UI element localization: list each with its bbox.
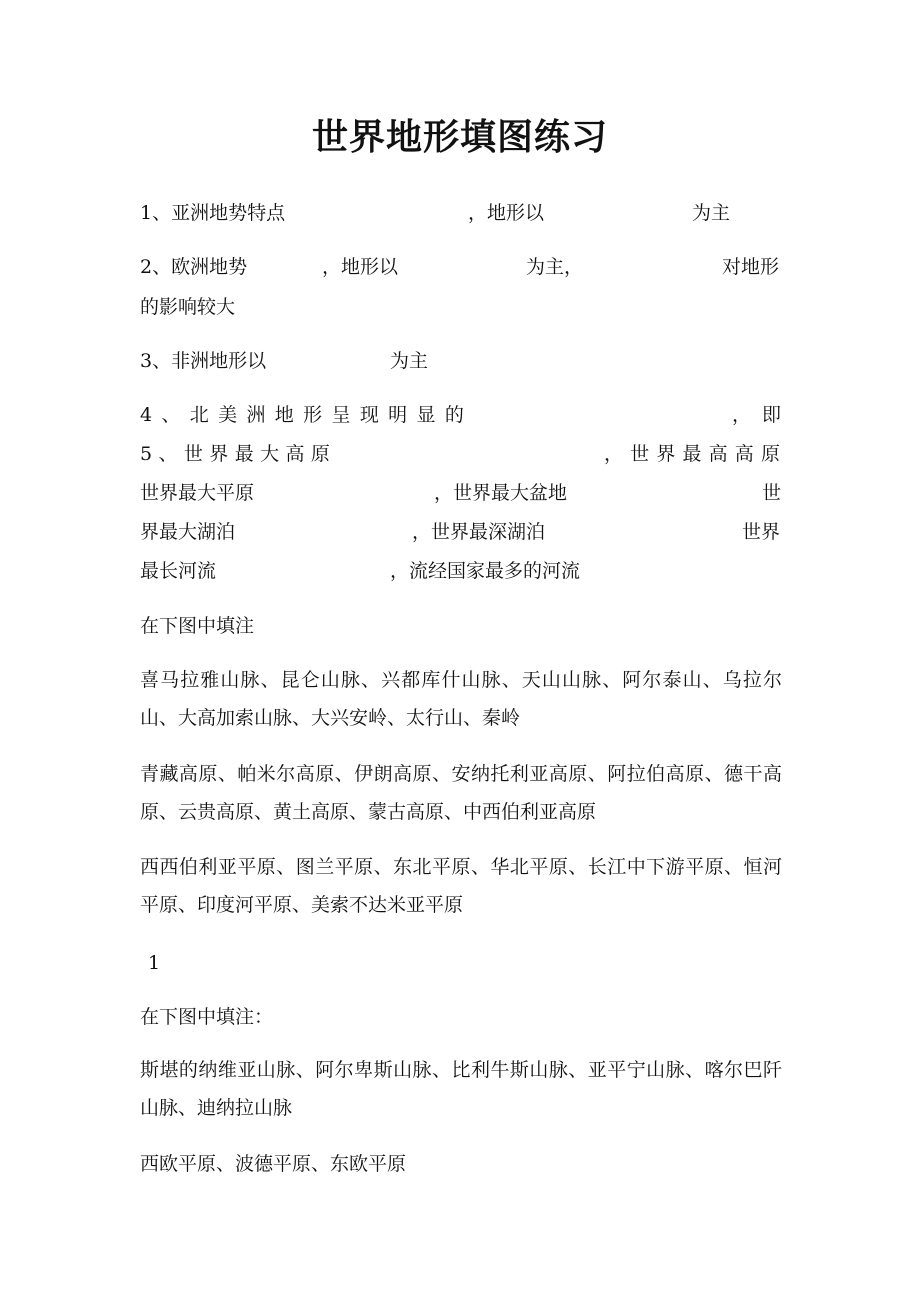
q5-char: 高 xyxy=(734,443,754,465)
page-title: 世界地形填图练习 xyxy=(311,116,608,158)
q4-char: 美 xyxy=(218,404,238,426)
fill-instruction-1: 在下图中填注 xyxy=(140,615,255,637)
q4-char: 北 xyxy=(189,404,209,426)
question-2-text-a: 2、欧洲地势 xyxy=(140,256,248,278)
question-1-text-a: 1、亚洲地势特点 xyxy=(140,202,286,224)
question-3 xyxy=(0,348,920,374)
q5-char: 世 xyxy=(183,443,203,465)
question-4-spread-text xyxy=(140,402,464,428)
question-4 xyxy=(0,402,920,428)
q4-char: 、 xyxy=(161,404,181,426)
q5-char: 高 xyxy=(708,443,728,465)
q4-char: 形 xyxy=(303,404,323,426)
question-2 xyxy=(0,254,920,280)
question-5-line-2 xyxy=(0,480,920,506)
question-5-line-4 xyxy=(0,558,920,584)
q5-char: 、 xyxy=(158,443,178,465)
q4-char: 明 xyxy=(388,404,408,426)
q5-char: 5 xyxy=(140,443,153,465)
question-1 xyxy=(0,200,920,226)
q5-char: 原 xyxy=(760,443,780,465)
question-5-spread-text-b xyxy=(604,441,780,467)
asia-plains-list: 西西伯利亚平原、图兰平原、东北平原、华北平原、长江中下游平原、恒河平原、印度河平原、美索不达米亚平原 xyxy=(140,856,782,916)
q5-char: ， xyxy=(604,443,624,465)
q5-char: 最 xyxy=(682,443,702,465)
q4-char: 洲 xyxy=(246,404,266,426)
question-2-text-d: 对地形 xyxy=(722,256,780,278)
question-5-line-3-a: 界最大湖泊 xyxy=(140,521,236,543)
question-2-text-c: 为主， xyxy=(526,256,584,278)
fill-instruction-2: 在下图中填注： xyxy=(140,1006,274,1028)
question-2-continued: 的影响较大 xyxy=(140,296,236,318)
question-5-spread-text-a xyxy=(140,441,330,467)
q4-char: 呈 xyxy=(331,404,351,426)
question-1-text-b: ，地形以 xyxy=(468,202,545,224)
q4-char: 地 xyxy=(274,404,294,426)
q5-char: 高 xyxy=(285,443,305,465)
q5-char: 最 xyxy=(234,443,254,465)
q4-char: 的 xyxy=(444,404,464,426)
question-5-line-1 xyxy=(0,441,920,467)
europe-mountains-list: 斯堪的纳维亚山脉、阿尔卑斯山脉、比利牛斯山脉、亚平宁山脉、喀尔巴阡山脉、迪纳拉山脉 xyxy=(140,1059,782,1119)
q5-char: 界 xyxy=(209,443,229,465)
q4-char: 4 xyxy=(140,404,153,426)
q4-char: 现 xyxy=(359,404,379,426)
europe-plains-list: 西欧平原、波德平原、东欧平原 xyxy=(140,1153,407,1175)
question-5-line-2-a: 世界最大平原 xyxy=(140,482,255,504)
q5-char: 界 xyxy=(656,443,676,465)
question-3-text-a: 3、非洲地形以 xyxy=(140,350,267,372)
q5-char: 世 xyxy=(630,443,650,465)
question-4-text-b: ， xyxy=(732,404,752,426)
question-5-line-3-c: 世界 xyxy=(742,521,781,543)
question-5-line-3 xyxy=(0,519,920,545)
question-1-text-c: 为主 xyxy=(692,202,731,224)
q5-char: 大 xyxy=(260,443,280,465)
question-4-text-c: 即 xyxy=(762,404,782,426)
q5-char: 原 xyxy=(310,443,330,465)
question-5-line-4-a: 最长河流 xyxy=(140,560,217,582)
asia-plateaus-list: 青藏高原、帕米尔高原、伊朗高原、安纳托利亚高原、阿拉伯高原、德干高原、云贵高原、黄土高原、蒙古高原、中西伯利亚高原 xyxy=(140,763,782,823)
page-number: 1 xyxy=(148,952,161,974)
question-5-line-4-b: ，流经国家最多的河流 xyxy=(390,560,581,582)
question-2-text-b: ，地形以 xyxy=(322,256,399,278)
question-5-line-3-b: ，世界最深湖泊 xyxy=(412,521,546,543)
question-3-text-b: 为主 xyxy=(390,350,429,372)
q4-char: 显 xyxy=(416,404,436,426)
question-5-line-2-b: ，世界最大盆地 xyxy=(434,482,568,504)
asia-mountains-list: 喜马拉雅山脉、昆仑山脉、兴都库什山脉、天山山脉、阿尔泰山、乌拉尔山、大高加索山脉、大兴安岭、太行山、秦岭 xyxy=(140,669,782,729)
question-5-line-2-c: 世 xyxy=(762,482,782,504)
